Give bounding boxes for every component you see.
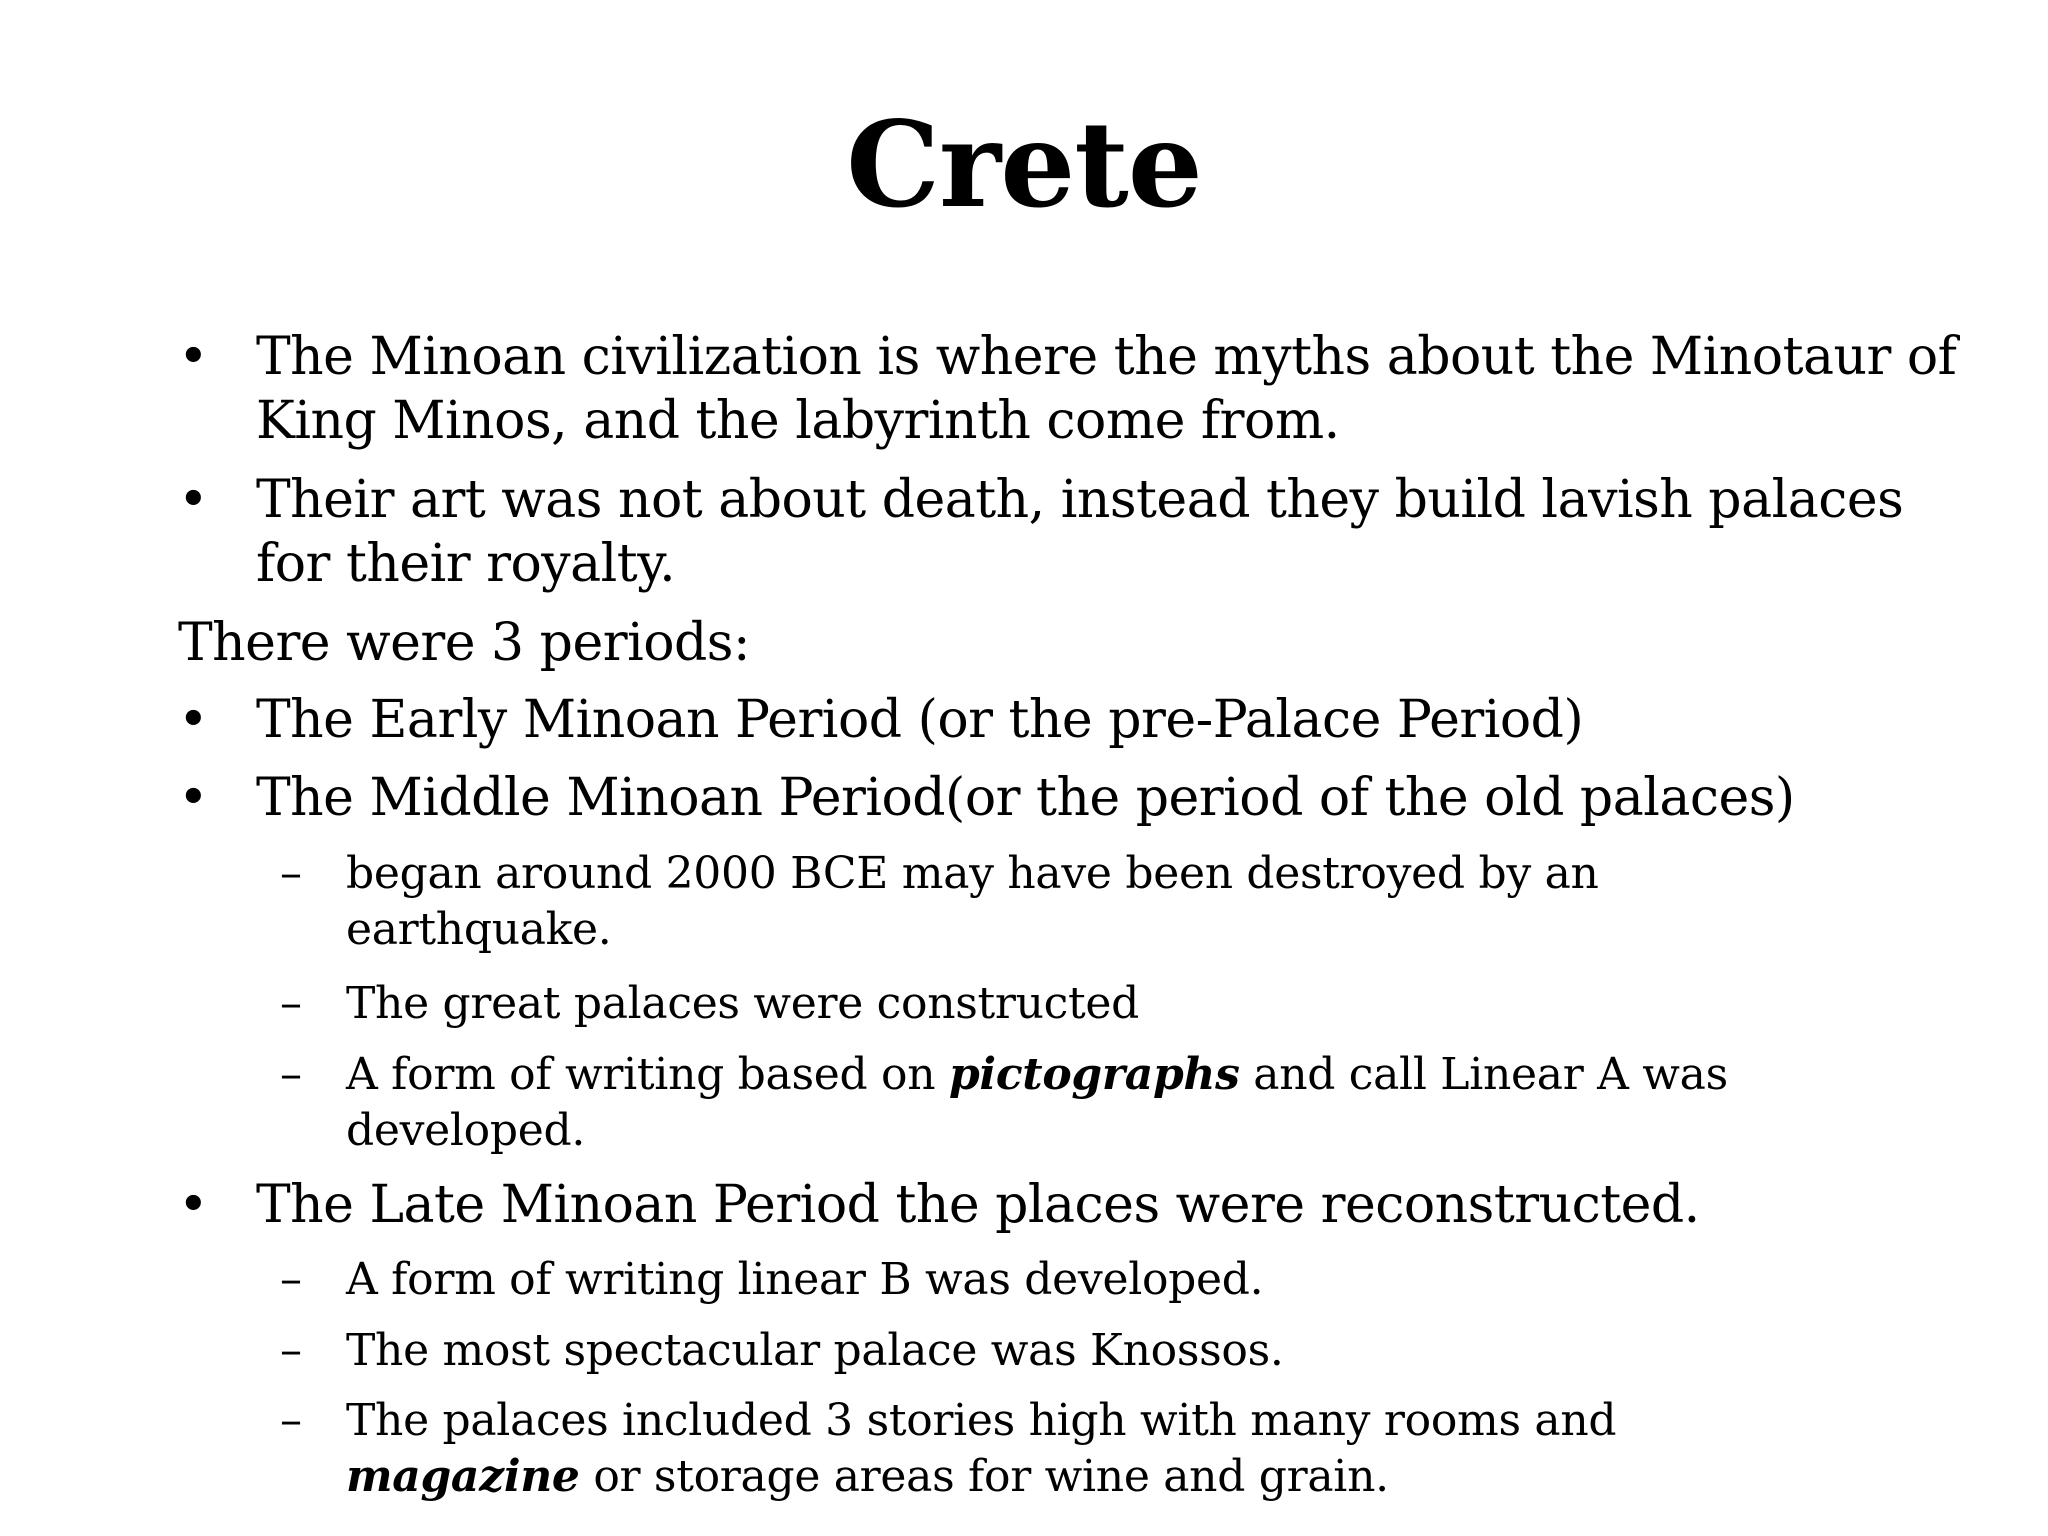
sub-bullet-marker: – xyxy=(280,1049,302,1100)
sub-bullet-marker: – xyxy=(280,978,302,1029)
sub-bullet-text: The most spectacular palace was Knossos. xyxy=(346,1325,1284,1376)
bullet-text: The Middle Minoan Period(or the period of the old palaces) xyxy=(256,768,1795,828)
bullet-text: Their art was not about death, instead they build lavish palaces for their royalty. xyxy=(256,470,1904,594)
sub-bullet-item xyxy=(280,1393,1726,1505)
sub-bullet-item xyxy=(280,846,1726,958)
bullet-item-early xyxy=(178,688,1956,752)
slide-title: Crete xyxy=(846,95,1202,234)
sub-bullet-item xyxy=(280,1323,1806,1379)
bullet-marker: • xyxy=(178,470,209,530)
bullet-item-middle xyxy=(178,766,1956,830)
sub-bullet-text-pre: A form of writing based on xyxy=(346,1049,949,1100)
bullet-item-late xyxy=(178,1173,1956,1237)
bullet-marker: • xyxy=(178,327,209,387)
periods-intro: There were 3 periods: xyxy=(178,613,751,673)
sub-bullet-item xyxy=(280,976,1806,1032)
sub-bullet-text: began around 2000 BCE may have been destroyed by an earthquake. xyxy=(346,848,1599,955)
sub-bullet-text xyxy=(346,1393,1726,1505)
bullet-text: The Early Minoan Period (or the pre-Palace Period) xyxy=(256,690,1584,750)
sub-bullet-text-pre: The palaces included 3 stories high with many rooms and xyxy=(346,1395,1617,1446)
sub-bullet-text-post: or storage areas for wine and grain. xyxy=(579,1451,1389,1502)
bullet-marker: • xyxy=(178,768,209,828)
sub-bullet-item xyxy=(280,1252,1806,1308)
sub-bullet-marker: – xyxy=(280,1254,302,1305)
emphasis-pictographs: pictographs xyxy=(948,1049,1240,1100)
sub-bullet-text-post: and call Linear A was developed. xyxy=(346,1049,1728,1156)
sub-bullet-text xyxy=(346,1047,1846,1159)
bullet-marker: • xyxy=(178,1175,209,1235)
sub-bullet-text: The great palaces were constructed xyxy=(346,978,1139,1029)
bullet-item xyxy=(178,468,1976,596)
bullet-item xyxy=(178,325,1976,453)
sub-bullet-text: A form of writing linear B was developed. xyxy=(346,1254,1264,1305)
sub-bullet-marker: – xyxy=(280,848,302,899)
emphasis-magazine: magazine xyxy=(346,1451,580,1502)
bullet-marker: • xyxy=(178,690,209,750)
sub-bullet-item xyxy=(280,1047,1846,1159)
bullet-text: The Minoan civilization is where the myths about the Minotaur of King Minos, and the labyrinth come from. xyxy=(256,327,1957,451)
sub-bullet-marker: – xyxy=(280,1325,302,1376)
sub-bullet-marker: – xyxy=(280,1395,302,1446)
bullet-text: The Late Minoan Period the places were reconstructed. xyxy=(256,1175,1700,1235)
